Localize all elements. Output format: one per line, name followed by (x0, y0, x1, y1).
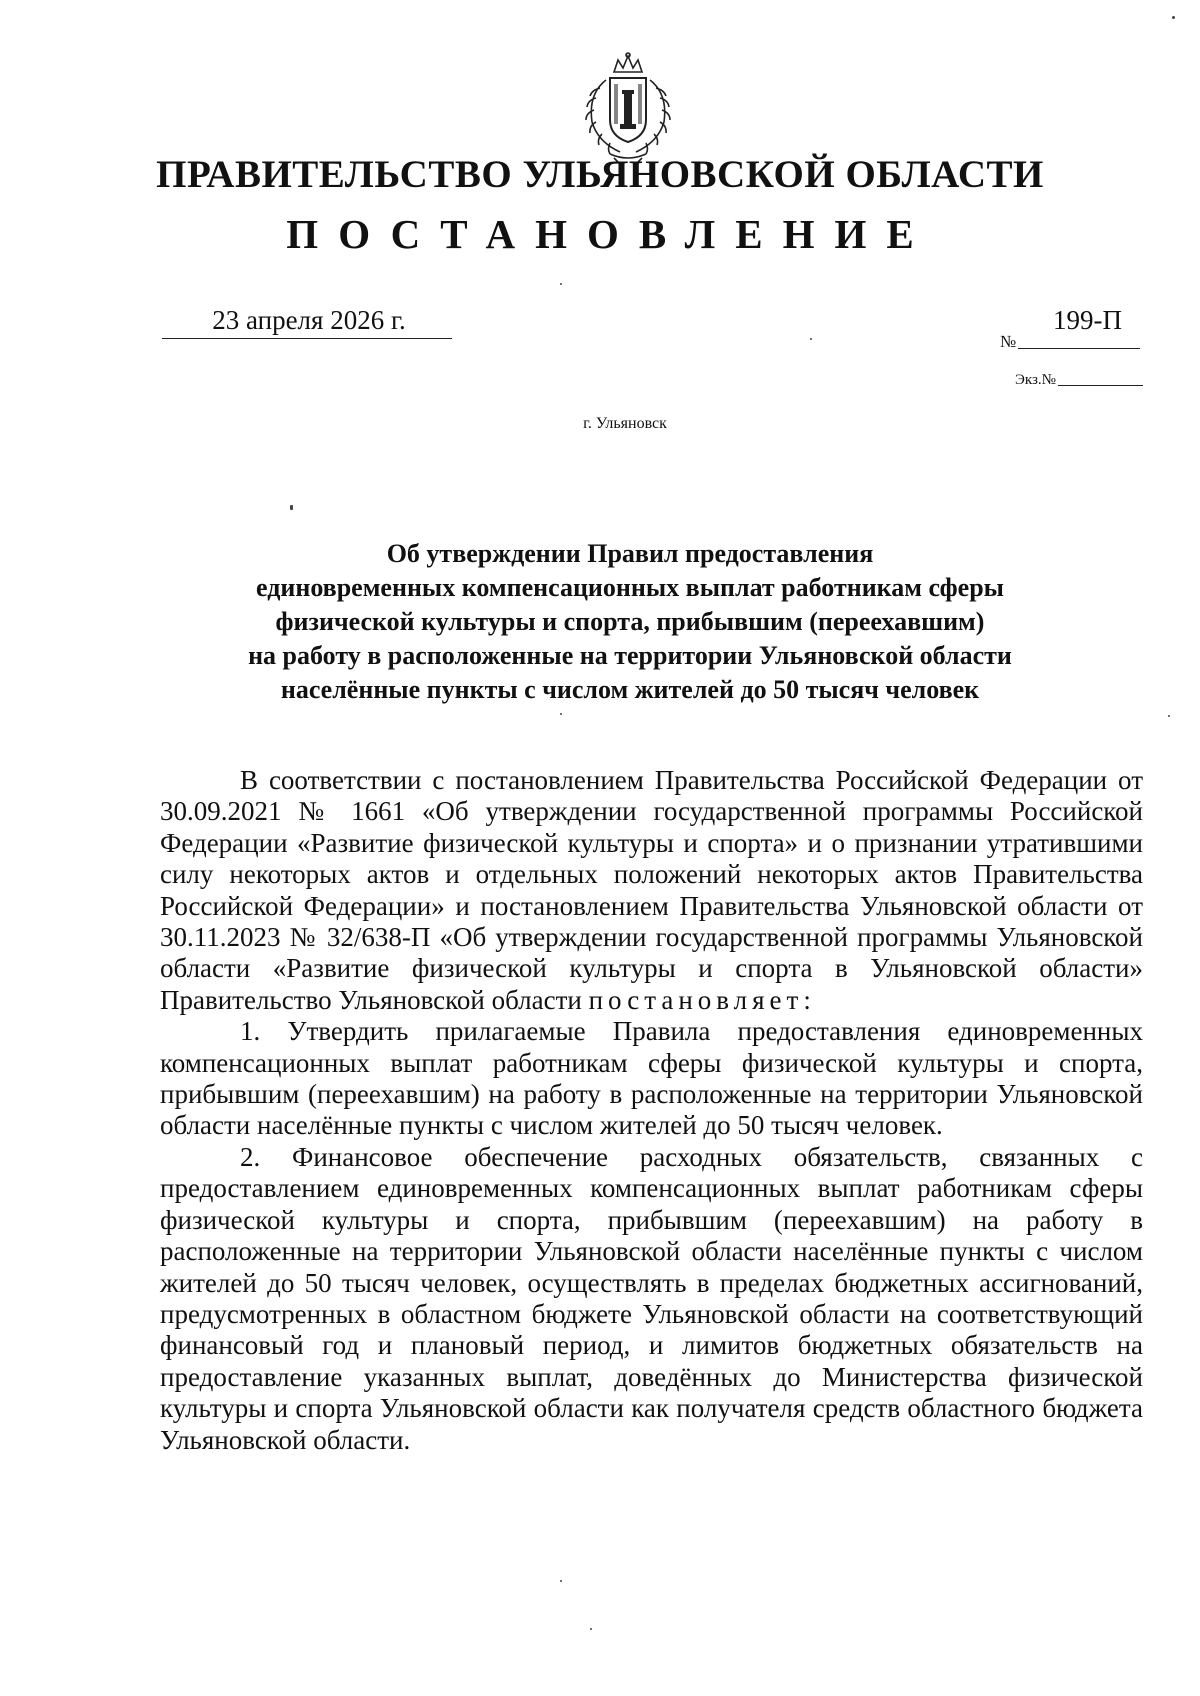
title-line: единовременных компенсационных выплат работникам сферы (256, 573, 1004, 602)
document-body (160, 765, 1143, 1456)
decree-colon: : (803, 984, 811, 1015)
date-field (162, 305, 452, 339)
preamble-paragraph (160, 765, 1143, 1016)
date-underline (162, 338, 452, 339)
preamble-text: В соответствии с постановлением Правительства Российской Федерации от 30.09.2021 № 1661 «Об утверждении государственной программы Российской Федерации «Развитие физической культуры и спорта» и о признании утратившими силу некоторых актов и отдельных положений некоторых актов Правительства Российской Федерации» и постановлением Правительства Ульяновской области от 30.11.2023 № 32/638-П «Об утверждении государственной программы Ульяновской области «Развитие физической культуры и спорта в Ульяновской области» Правительство Ульяновской области (160, 765, 1143, 1015)
item-2-paragraph: 2. Финансовое обеспечение расходных обязательств, связанных с предоставлением единовременных компенсационных выплат работникам сферы физической культуры и спорта, прибывшим (переехавшим) на работу в расположенные на территории Ульяновской области населённые пункты с числом жителей до 50 тысяч человек, осуществлять в пределах бюджетных ассигнований, предусмотренных в областном бюджете Ульяновской области на соответствующий финансовый год и плановый период, и лимитов бюджетных обязательств на предоставление указанных выплат, доведённых до Министерства физической культуры и спорта Ульяновской области как получателя средств областного бюджета Ульяновской области. (160, 1141, 1143, 1455)
document-number: 199-П (1053, 305, 1122, 335)
item-1-paragraph: 1. Утвердить прилагаемые Правила предоставления единовременных компенсационных выплат работникам сферы физической культуры и спорта, прибывшим (переехавшим) на работу в расположенные на территории Ульяновской области населённые пункты с числом жителей до 50 тысяч человек. (160, 1016, 1143, 1141)
city-name: г. Ульяновск (583, 415, 667, 432)
number-underline (1018, 348, 1140, 349)
authority-name: ПРАВИТЕЛЬСТВО УЛЬЯНОВСКОЙ ОБЛАСТИ (156, 153, 1044, 196)
title-line: Об утверждении Правил предоставления (386, 539, 874, 568)
decree-word: постановляет (588, 984, 804, 1015)
copy-number-field (1015, 372, 1143, 389)
document-date: 23 апреля 2026 г. (212, 305, 406, 335)
number-sign: № (1000, 332, 1017, 351)
document-type: ПОСТАНОВЛЕНИЕ (286, 211, 934, 257)
title-line: на работу в расположенные на территории Ульяновской области (248, 641, 1012, 670)
number-field (1000, 305, 1140, 352)
copy-number-underline (1058, 385, 1143, 386)
copy-number-label: Экз.№ (1015, 372, 1056, 388)
title-line: физической культуры и спорта, прибывшим (переехавшим) (275, 607, 985, 636)
document-title (150, 537, 1110, 707)
title-line: населённые пункты с числом жителей до 50 тысяч человек (280, 675, 980, 704)
